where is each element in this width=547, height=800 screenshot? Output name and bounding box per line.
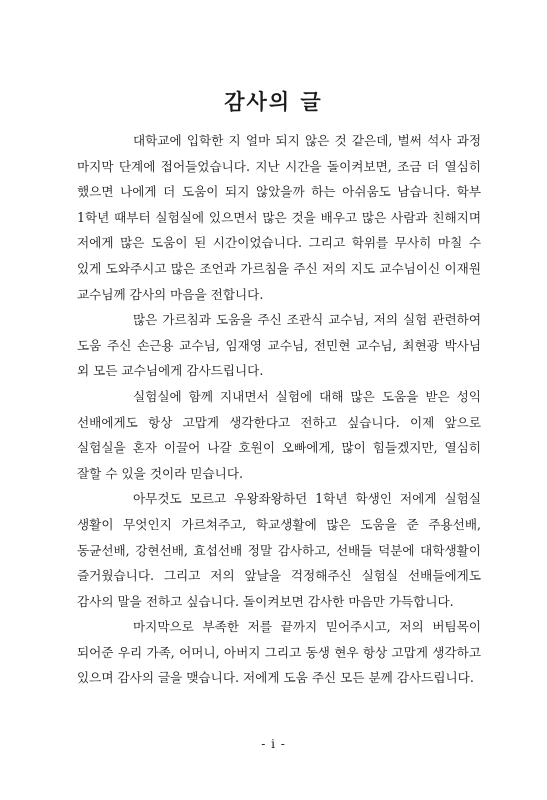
paragraph-3: 실험실에 함께 지내면서 실험에 대해 많은 도움을 받은 성익 선배에게도 항상 고맙게 생각한다고 전하고 싶습니다. 이제 앞으로 실험실을 혼자 이끌어 나갈 호원이 오빠에게, 많이 힘들겠지만, 열심히 잘할 수 있을 것이라 믿습니다. xyxy=(77,388,481,481)
paragraph-1: 대학교에 입학한 지 얼마 되지 않은 것 같은데, 벌써 석사 과정 마지막 단계에 접어들었습니다. 지난 시간을 돌이켜보면, 조금 더 열심히 했으면 나에게 더 도움이 되지 않았을까 하는 아쉬움도 남습니다. 학부 1학년 때부터 실험실에 있으면서 많은 것을 배우고 많은 사람과 친해지며 저에게 많은 도움이 된 시간이었습니다. 그리고 학위를 무사히 마칠 수 있게 도와주시고 많은 조언과 가르침을 주신 저의 지도 교수님이신 이재원 교수님께 감사의 마음을 전합니다. xyxy=(77,133,481,302)
paragraph-5: 마지막으로 부족한 저를 끝까지 믿어주시고, 저의 버팀목이 되어준 우리 가족, 어머니, 아버지 그리고 동생 현우 항상 고맙게 생각하고 있으며 감사의 글을 맺습니다. 저에게 도움 주신 모든 분께 감사드립니다. xyxy=(77,619,481,686)
acknowledgement-body xyxy=(77,128,481,691)
page-number: - i - xyxy=(261,737,286,751)
paragraph-2: 많은 가르침과 도움을 주신 조관식 교수님, 저의 실험 관련하여 도움 주신 손근용 교수님, 임재영 교수님, 전민현 교수님, 최현광 박사님 외 모든 교수님에게 감사드립니다. xyxy=(77,312,481,379)
paragraph-4: 아무것도 모르고 우왕좌왕하던 1학년 학생인 저에게 실험실 생활이 무엇인지 가르쳐주고, 학교생활에 많은 도움을 준 주용선배, 동균선배, 강현선배, 효섭선배 정말 감사하고, 선배들 덕분에 대학생활이 즐거웠습니다. 그리고 저의 앞날을 걱정해주신 실험실 선배들에게도 감사의 말을 전하고 싶습니다. 돌이켜보면 감사한 마음만 가득합니다. xyxy=(77,491,481,609)
page-title: 감사의 글 xyxy=(224,90,323,114)
